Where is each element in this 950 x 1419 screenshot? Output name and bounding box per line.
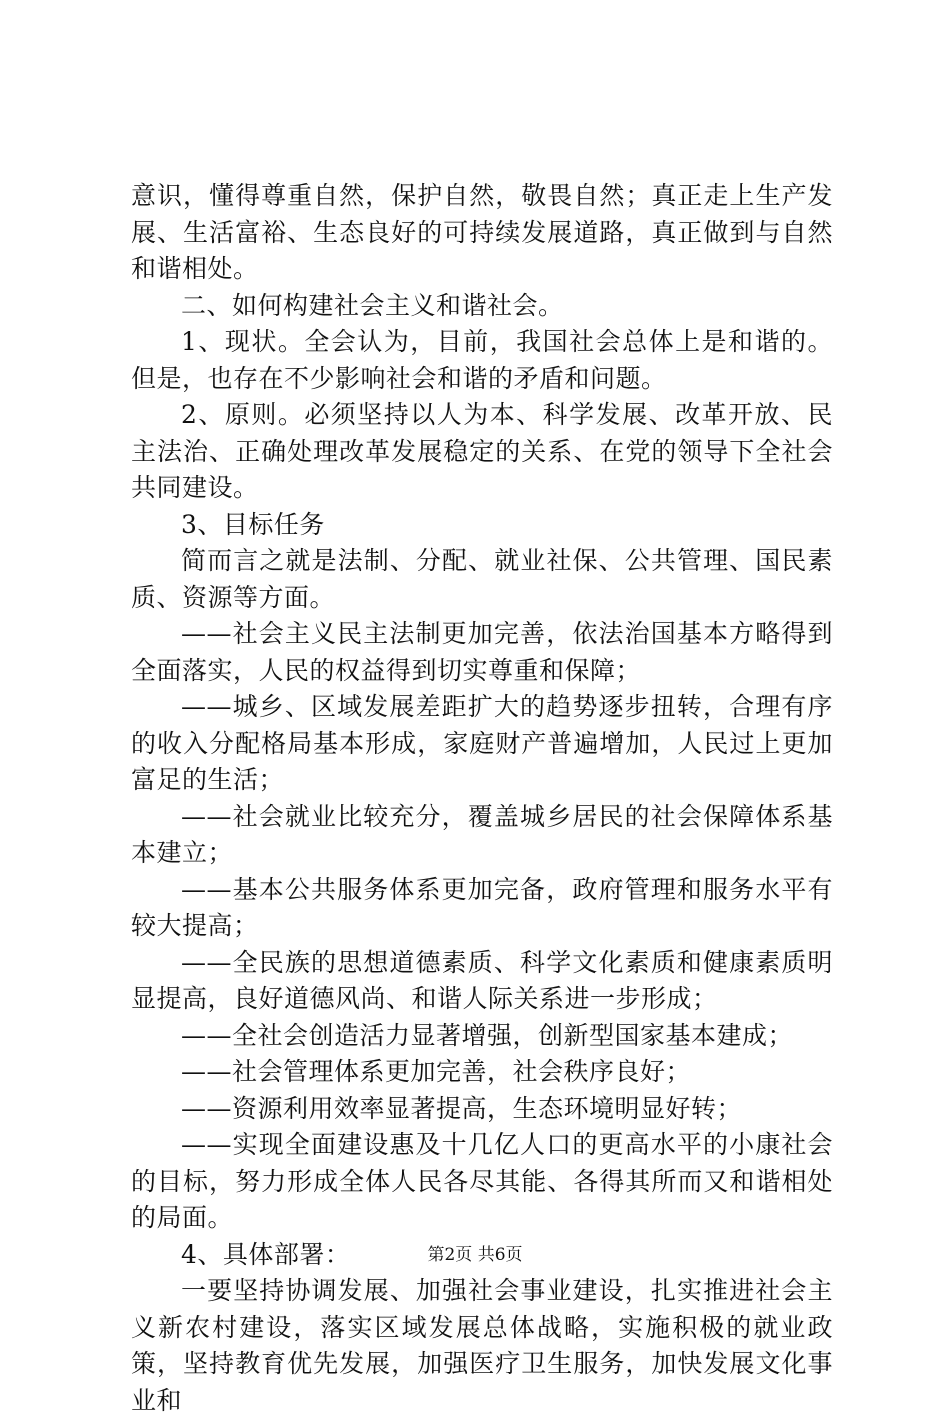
goal-item-public-service: ——基本公共服务体系更加完备，政府管理和服务水平有较大提高； [131,874,833,940]
goal-item-employment: ——社会就业比较充分，覆盖城乡居民的社会保障体系基本建立； [131,801,833,867]
paragraph-deployment: 一要坚持协调发展、加强社会事业建设，扎实推进社会主义新农村建设，落实区域发展总体战略，实施积极的就业政策，坚持教育优先发展，加强医疗卫生服务，加快发展文化事业和 [131,1276,833,1415]
document-body [131,178,833,1419]
goal-item-resources: ——资源利用效率显著提高，生态环境明显好转； [181,1093,743,1123]
paragraph-summary: 简而言之就是法制、分配、就业社保、公共管理、国民素质、资源等方面。 [131,546,833,612]
goal-item-xiaokang: ——实现全面建设惠及十几亿人口的更高水平的小康社会的目标，努力形成全体人民各尽其能、各得其所而又和谐相处的局面。 [131,1130,833,1232]
paragraph-1: 意识，懂得尊重自然，保护自然，敬畏自然；真正走上生产发展、生活富裕、生态良好的可持续发展道路，真正做到与自然和谐相处。 [131,181,833,283]
heading-section-2: 二、如何构建社会主义和谐社会。 [181,290,564,320]
goal-item-management: ——社会管理体系更加完善，社会秩序良好； [181,1057,692,1086]
page-footer: 第2页 共6页 [427,1245,523,1265]
paragraph-principle: 2、原则。必须坚持以人为本、科学发展、改革开放、民主法治、正确处理改革发展稳定的关系、在党的领导下全社会共同建设。 [131,400,833,502]
heading-goals: 3、目标任务 [181,509,325,539]
heading-deployment: 4、具体部署： [181,1239,351,1269]
goal-item-distribution: ——城乡、区域发展差距扩大的趋势逐步扭转，合理有序的收入分配格局基本形成，家庭财产普遍增加，人民过上更加富足的生活； [131,692,833,794]
goal-item-legal: ——社会主义民主法制更加完善，依法治国基本方略得到全面落实，人民的权益得到切实尊重和保障； [131,619,833,685]
goal-item-quality: ——全民族的思想道德素质、科学文化素质和健康素质明显提高，良好道德风尚、和谐人际关系进一步形成； [131,947,833,1013]
goal-item-innovation: ——全社会创造活力显著增强，创新型国家基本建成； [181,1020,794,1050]
paragraph-status: 1、现状。全会认为，目前，我国社会总体上是和谐的。但是，也存在不少影响社会和谐的矛盾和问题。 [131,327,833,393]
